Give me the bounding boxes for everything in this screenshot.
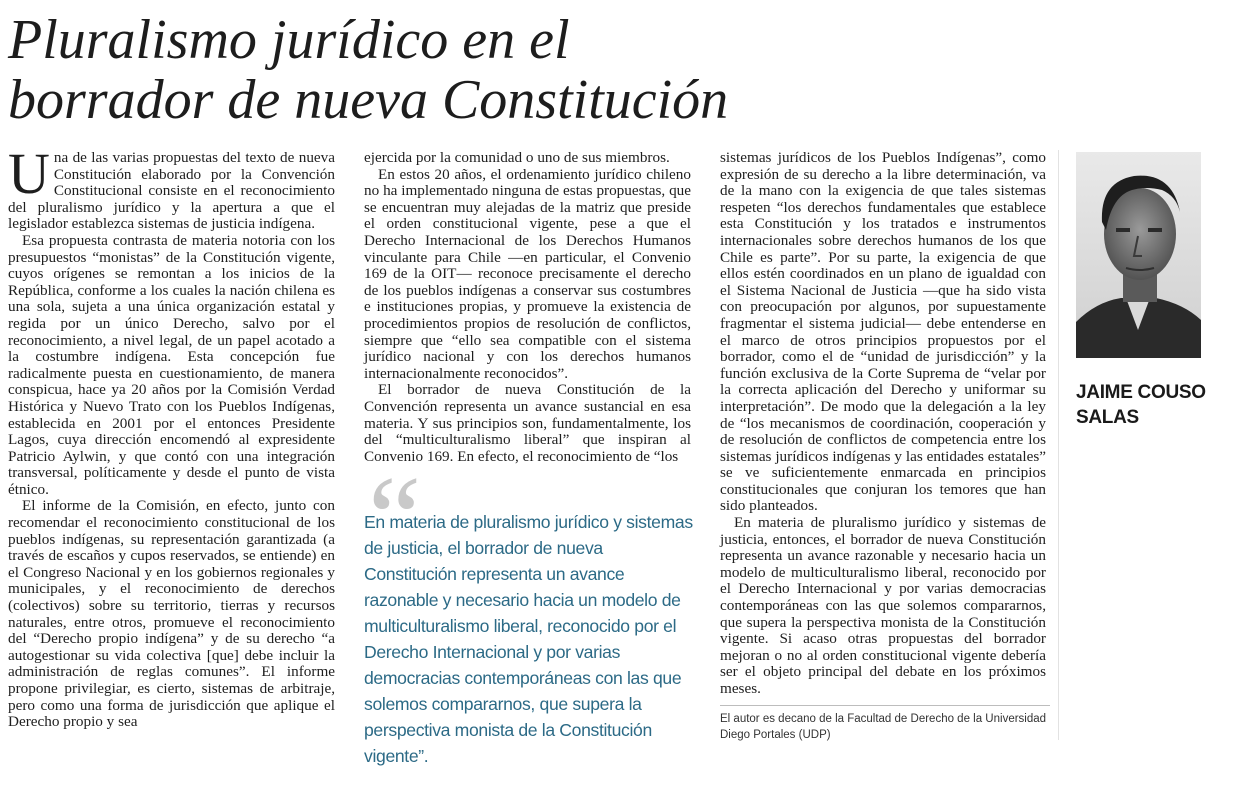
column-1: [8, 141, 335, 731]
title-line-2: borrador de nueva Constitución: [8, 69, 729, 131]
paragraph-7: sistemas jurídicos de los Pueblos Indígenas”, como expresión de su derecho a la libre determinación, va de la mano con la exigencia de que tales sistemas respeten “los derechos fundamentales que establece esta Constitución y los tratados e instrumentos internacionales sobre derechos humanos de los que Chile es parte”. Por su parte, la exigencia de que ellos estén coordinados en un plano de igualdad con el Sistema Nacional de Justicia —que ha sido vista con preocupación por algunos, por supuestamente fragmentar el sistema judicial— debe entenderse en el marco de otros principios propuestos por el borrador, como el de “unidad de jurisdicción” y la función exclusiva de la Corte Suprema de “velar por la correcta aplicación del Derecho y uniformar su interpretación”. De modo que la delegación a la ley de “los mecanismos de coordinación, cooperación y de resolución de conflictos de competencia entre los sistemas jurídicos indígenas y las entidades estatales” se ve suficientemente enmarcada en principios constitucionales que conjuran los temores que han sido planteados.: [720, 149, 1046, 515]
quote-mark-icon: “: [368, 451, 422, 584]
paragraph-4: ejercida por la comunidad o uno de sus miembros.: [364, 149, 670, 166]
column-3: [720, 150, 1046, 698]
column-2: [364, 150, 691, 465]
author-name-line-2: SALAS: [1076, 407, 1139, 428]
pull-quote: En materia de pluralismo jurídico y sistemas de justicia, el borrador de nueva Constitución representa un avance razonable y necesario hacia un modelo de multiculturalismo liberal, reconocido por el Derecho Internacional y por varias democracias contemporáneas con las que solemos compararnos, que supera la perspectiva monista de la Constitución vigente”.: [364, 512, 693, 766]
author-footnote: El autor es decano de la Facultad de Derecho de la Universidad Diego Portales (UDP): [720, 713, 1047, 741]
portrait-illustration: [1076, 152, 1201, 358]
paragraph-1: [8, 141, 335, 233]
column-divider: [1058, 150, 1059, 740]
author-name: [1076, 380, 1216, 430]
drop-cap: U: [8, 141, 50, 206]
paragraph-6: El borrador de nueva Constitución de la Convención representa un avance sustancial en esa materia. Y sus principios son, fundamentalmente, los del “multiculturalismo liberal” que inspiran al Convenio 169. En efecto, el reconocimiento de “los: [364, 381, 691, 465]
paragraph-3: El informe de la Comisión, en efecto, junto con recomendar el reconocimiento constitucional de los pueblos indígenas, su representación garantizada (a través de escaños y cupos reservados, se entiende) en el Congreso Nacional y en los gobiernos regionales y municipales, y el reconocimiento de derechos (colectivos) sobre su territorio, tierras y recursos naturales, entre otros, promueve el reconocimiento del “Derecho propio indígena” y de su derecho “a autogestionar su vida colectiva [que] debe incluir la administración de reglas comunes”. El informe propone privilegiar, es cierto, sistemas de arbitraje, pero como una forma de jurisdicción que aplique el Derecho propio y sea: [8, 497, 335, 731]
author-portrait-icon: [1076, 152, 1201, 358]
article-title: [8, 10, 908, 130]
author-name-line-1: JAIME COUSO: [1076, 382, 1206, 403]
title-line-1: Pluralismo jurídico en el: [8, 9, 570, 71]
footnote-divider: [720, 705, 1050, 706]
paragraph-8: En materia de pluralismo jurídico y sistemas de justicia, entonces, el borrador de nueva Constitución representa un avance razonable y necesario hacia un modelo de multiculturalismo liberal, reconocido por el Derecho Internacional y por varias democracias contemporáneas con las que solemos compararnos, que supera la perspectiva monista de la Constitución vigente. Si acaso otras propuestas del borrador mejoran o no al orden constitucional vigente debería ser el objeto principal del debate en los próximos meses.: [720, 514, 1046, 697]
paragraph-1-text: na de las varias propuestas del texto de nueva Constitución elaborado por la Convención Constitucional consiste en el reconocimiento del pluralismo jurídico y la apertura a que el legislador establezca sistemas de justicia indígena.: [8, 149, 335, 233]
paragraph-5: En estos 20 años, el ordenamiento jurídico chileno no ha implementado ninguna de estas propuestas, que se encuentran muy alejadas de la matriz que preside el orden constitucional vigente, pese a que el Derecho Internacional de los Derechos Humanos vinculante para Chile —en particular, el Convenio 169 de la OIT— reconoce precisamente el derecho de los pueblos indígenas a conservar sus costumbres e instituciones propias, y promueve la existencia de procedimientos propios de resolución de conflictos, siempre que “ello sea compatible con el sistema jurídico nacional y con los derechos humanos internacionalmente reconocidos”.: [364, 165, 691, 382]
paragraph-2: Esa propuesta contrasta de materia notoria con los presupuestos “monistas” de la Constitución vigente, cuyos orígenes se remontan a los inicios de la República, conforme a los cuales la nación chilena es una sola, sujeta a una única organización estatal y regida por un único Derecho, salvo por el reconocimiento, a nivel legal, de un papel acotado a la costumbre indígena. Esta concepción fue radicalmente puesta en cuestionamiento, de manera conspicua, hace ya 20 años por la Comisión Verdad Histórica y Nuevo Trato con los Pueblos Indígenas, establecida en 2001 por el entonces Presidente Lagos, cuya dirección encomendó al expresidente Patricio Aylwin, y que contó con una integración transversal, políticamente y desde el punto de vista étnico.: [8, 231, 335, 498]
